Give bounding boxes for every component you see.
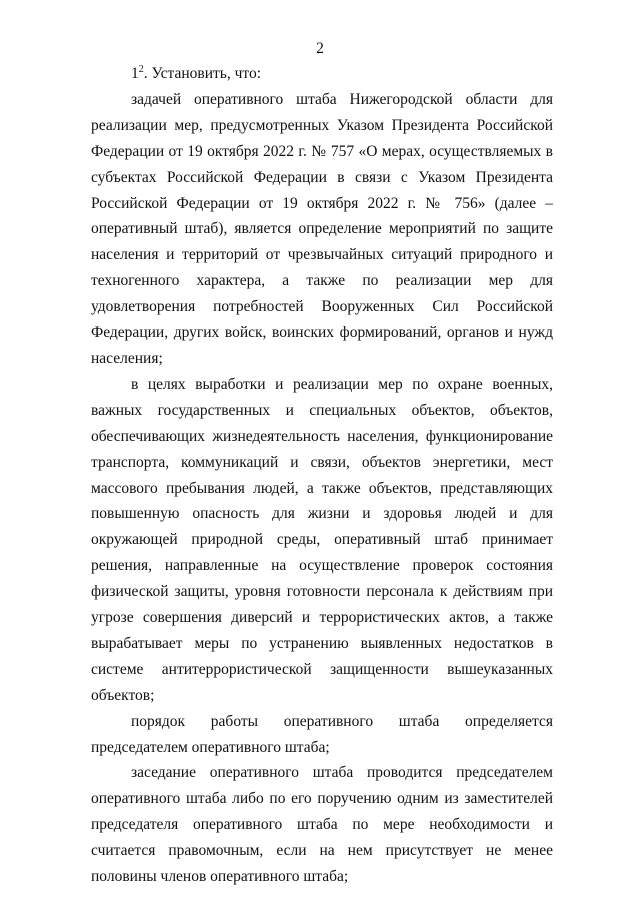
clause-heading-text: . Установить, что: — [143, 65, 262, 82]
paragraph-meeting-rules: заседание оперативного штаба проводится председателем оперативного штаба либо по его поручению одним из заместителей председателя оперативного штаба по мере необходимости и считается правомочным, если на нем присутствует не менее половины членов оперативного штаба; — [91, 764, 553, 886]
clause-superscript: 2 — [138, 64, 144, 75]
paragraph-operational-task: задачей оперативного штаба Нижегородской области для реализации мер, предусмотренных Указом Президента Российской Федерации от 19 октября 2022 г. № 757 «О мерах, осуществляемых в субъектах Российской Федерации в связи с Указом Президента Российской Федерации от 19 октября 2022 г. № 756» (далее – оперативный штаб), является определение мероприятий по защите населения и территорий от чрезвычайных ситуаций природного и техногенного характера, а также по реализации мер для удовлетворения потребностей Вооруженных Сил Российской Федерации, других войск, воинских формирований, органов и нужд населения; — [91, 90, 553, 367]
paragraph-work-procedure: порядок работы оперативного штаба определяется председателем оперативного штаба; — [91, 712, 553, 756]
paragraph-protection-measures: в целях выработки и реализации мер по охране военных, важных государственных и специальных объектов, объектов, обеспечивающих жизнедеятельность населения, функционирование транспорта, коммуникаций и связи, объектов энергетики, мест массового пребывания людей, а также объектов, представляющих повышенную опасность для жизни и здоровья людей и для окружающей природной среды, оперативный штаб принимает решения, направленные на осуществление проверок состояния физической защиты, уровня готовности персонала к действиям при угрозе совершения диверсий и террористических актов, а также вырабатывает меры по устранению выявленных недостатков в системе антитеррористической защищенности вышеуказанных объектов; — [91, 375, 553, 704]
clause-heading — [91, 61, 553, 87]
page-number: 2 — [316, 40, 324, 57]
clause-number: 1 — [131, 65, 139, 82]
document-body — [91, 61, 553, 890]
